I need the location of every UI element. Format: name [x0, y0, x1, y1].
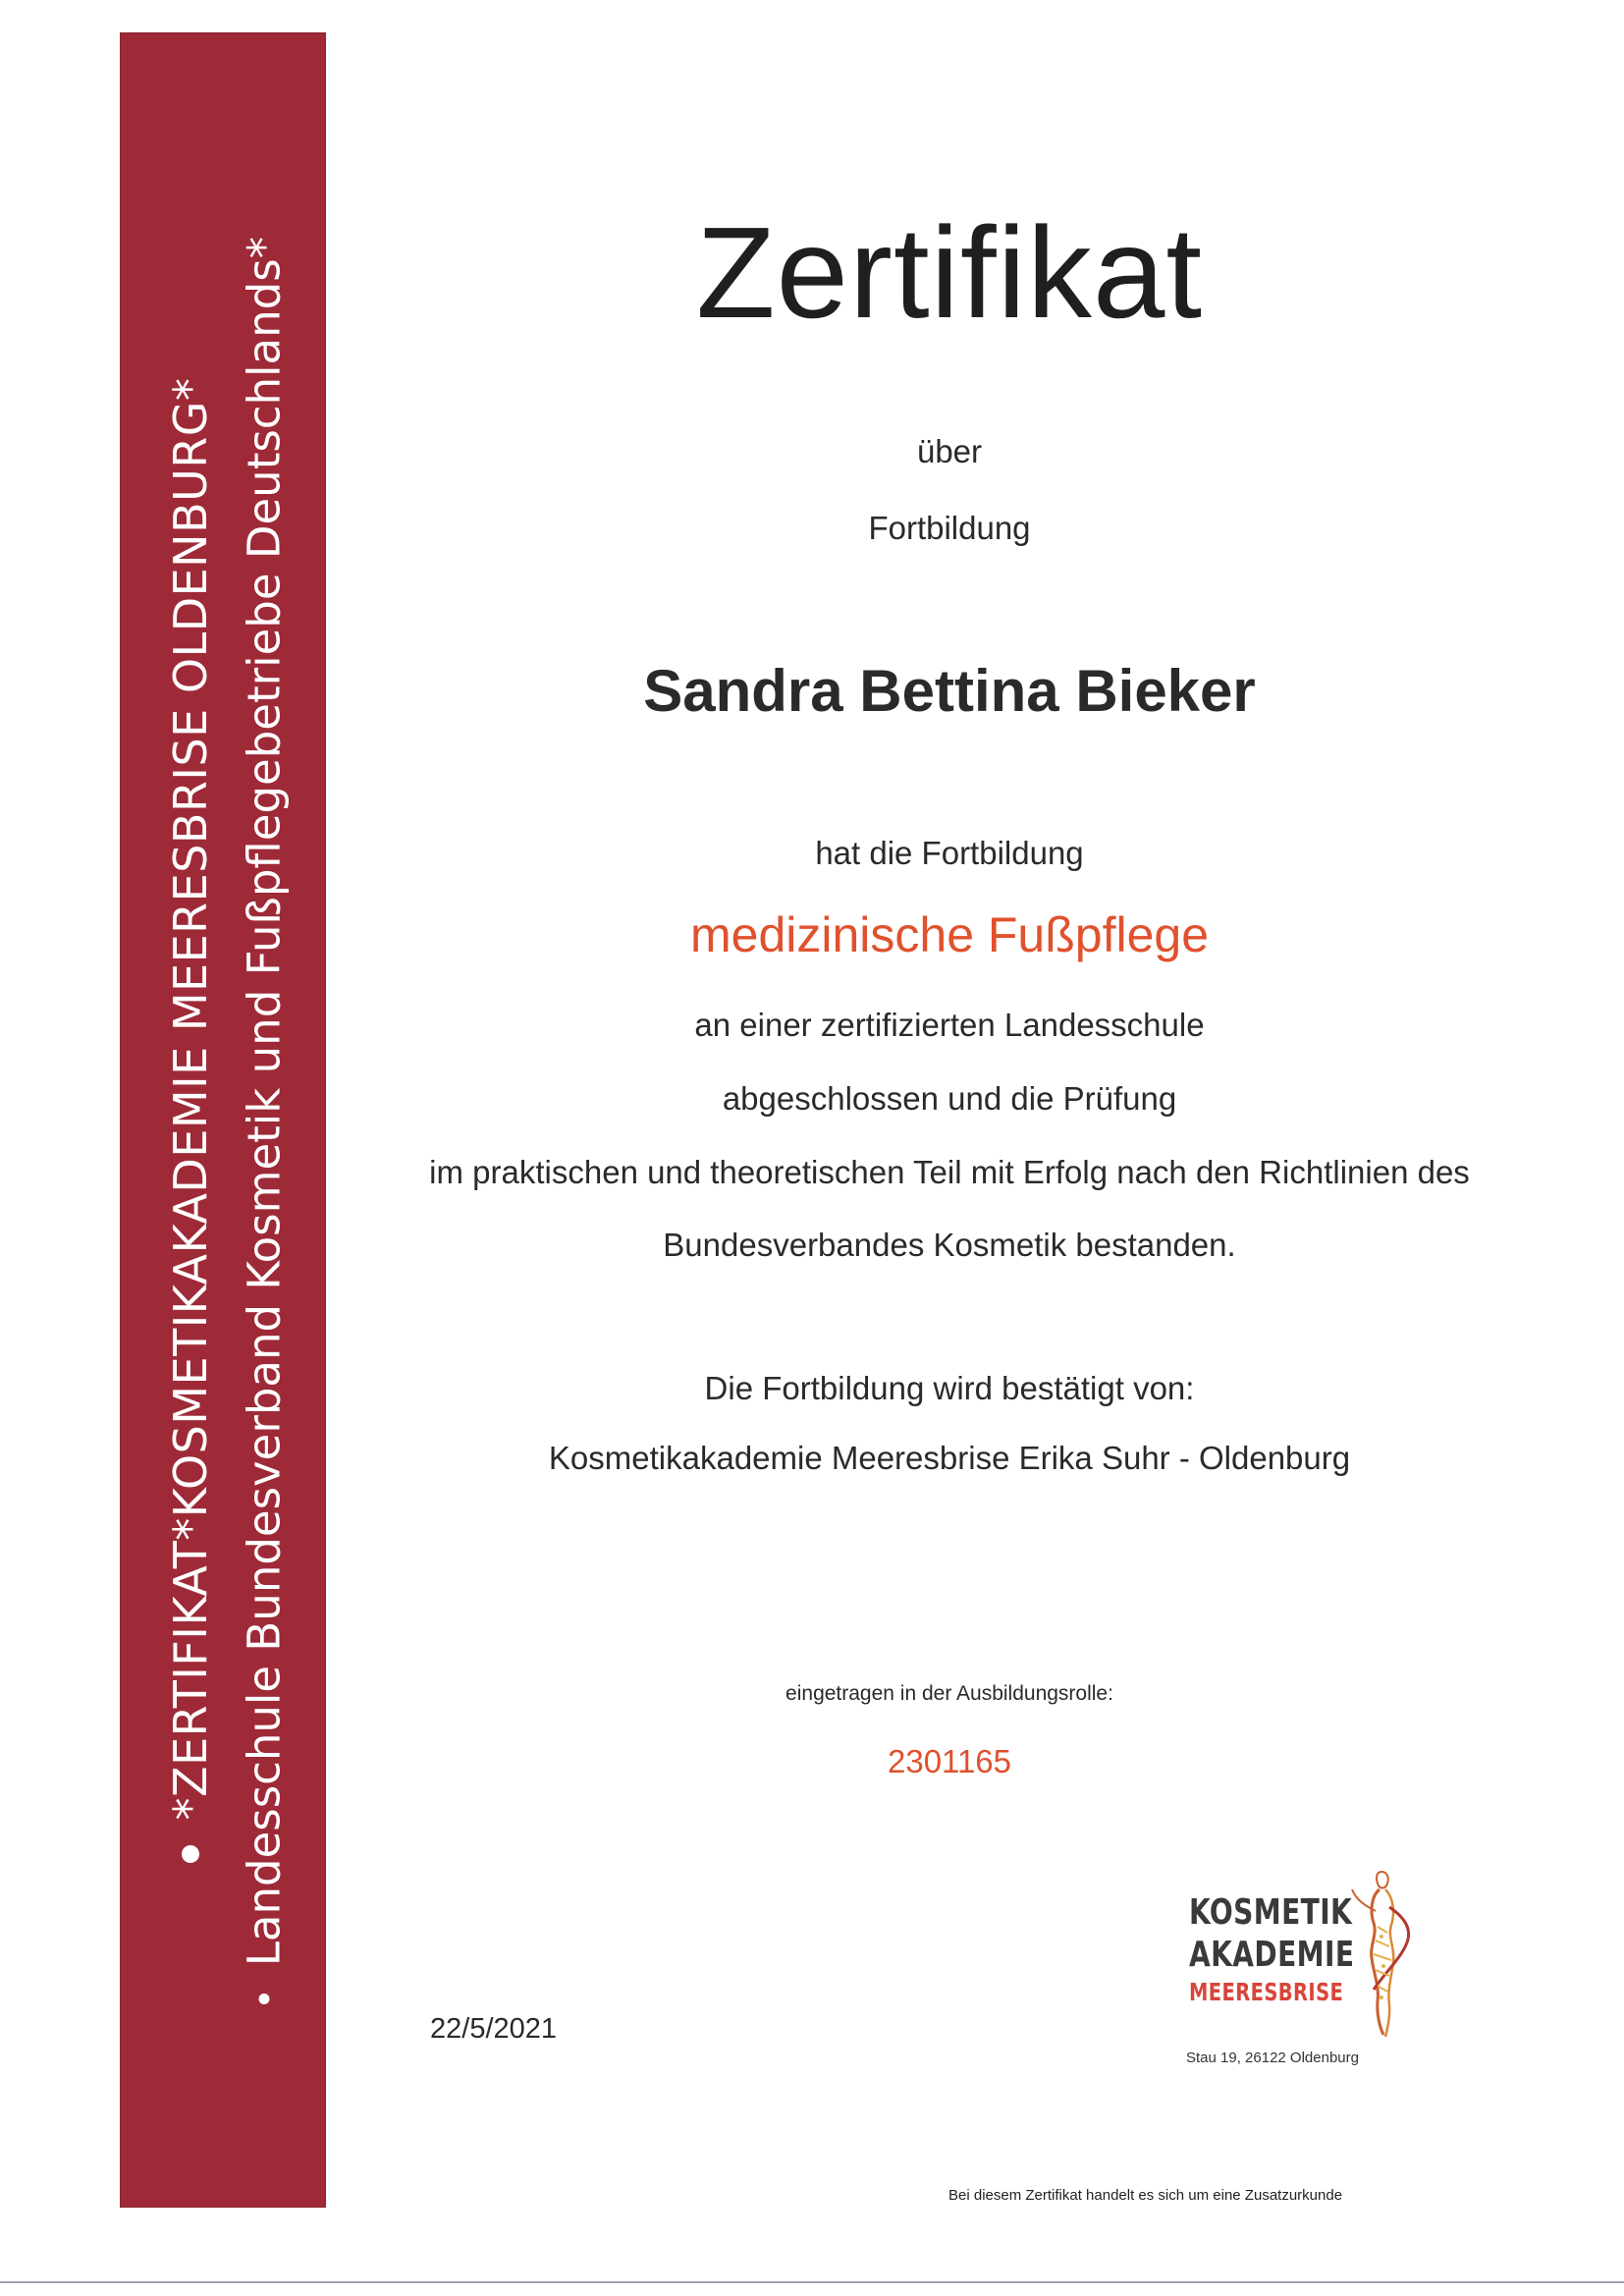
footnote: Bei diesem Zertifikat handelt es sich um eine Zusatzurkunde: [948, 2187, 1343, 2204]
body-line: an einer zertifizierten Landesschule: [694, 1007, 1205, 1043]
body-line: im praktischen und theoretischen Teil mit Erfolg nach den Richtlinien des: [429, 1154, 1470, 1190]
side-banner: [120, 32, 326, 2208]
banner-line-2: [239, 60, 291, 2181]
bottom-divider: [0, 2281, 1624, 2283]
confirm-label: Die Fortbildung wird bestätigt von:: [704, 1370, 1195, 1406]
register-label: eingetragen in der Ausbildungsrolle:: [785, 1682, 1113, 1705]
bullet-dot: [259, 1994, 270, 2004]
logo-address: Stau 19, 26122 Oldenburg: [1186, 2050, 1359, 2066]
logo-wordmark: [1189, 1891, 1354, 2009]
body-line: abgeschlossen und die Prüfung: [722, 1080, 1177, 1117]
course-name: medizinische Fußpflege: [689, 907, 1210, 962]
recipient-name: Sandra Bettina Bieker: [643, 658, 1256, 724]
banner-text-2: Landesschule Bundesverband Kosmetik und Fußpflegebetriebe Deutschlands*: [238, 236, 291, 1966]
bullet-dot: [182, 1845, 199, 1863]
confirm-by: Kosmetikakademie Meeresbrise Erika Suhr - Oldenburg: [548, 1440, 1351, 1476]
register-number: 2301165: [887, 1743, 1012, 1779]
over-text: über: [916, 433, 983, 469]
logo-line-3: MEERESBRISE: [1189, 1978, 1344, 2006]
type-text: Fortbildung: [868, 510, 1031, 546]
logo-line-2: AKADEMIE: [1189, 1935, 1355, 1975]
logo-line-1: KOSMETIK: [1189, 1892, 1353, 1933]
female-figure-icon: [1342, 1864, 1421, 2041]
certificate-title: Zertifikat: [695, 200, 1204, 345]
banner-text-1: *ZERTIFIKAT*KOSMETIKAKADEMIE MEERESBRISE OLDENBURG*: [164, 377, 217, 1820]
issue-date: 22/5/2021: [430, 2013, 558, 2045]
academy-logo: [1183, 1864, 1419, 2041]
banner-line-1: [164, 60, 217, 2181]
intro-text: hat die Fortbildung: [815, 835, 1084, 871]
body-line: Bundesverbandes Kosmetik bestanden.: [663, 1227, 1236, 1263]
